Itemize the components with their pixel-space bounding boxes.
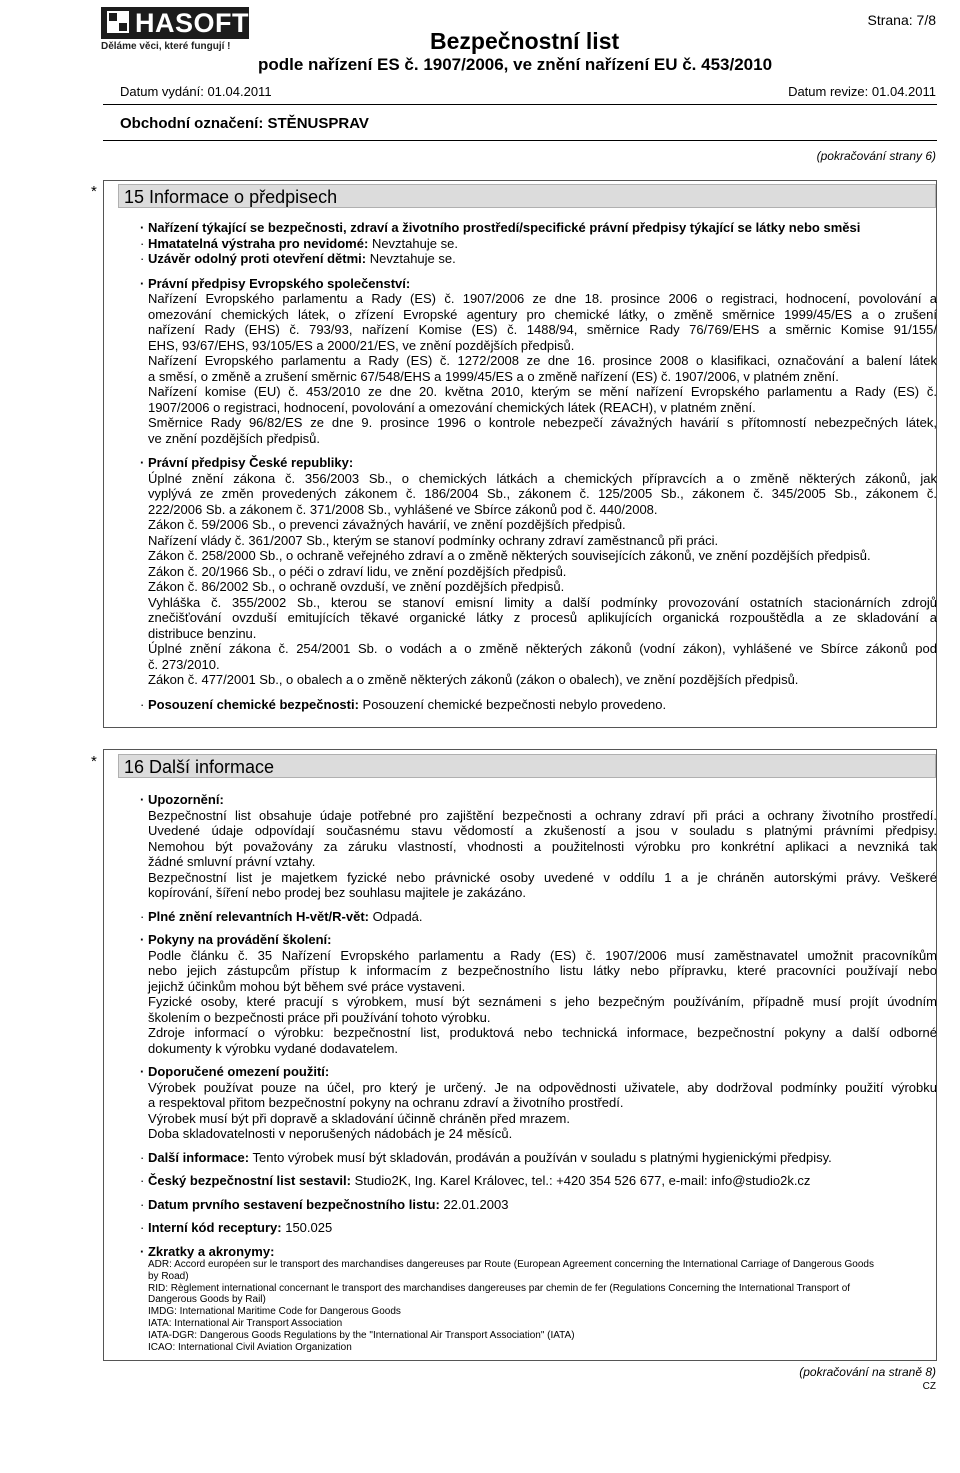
use-restriction-text [140, 1080, 937, 1142]
section-15-content [140, 220, 937, 712]
recipe-code [140, 1220, 937, 1236]
eu-regulations-text [140, 291, 937, 446]
section-16-heading: 16 Další informace [118, 754, 936, 778]
cz-line: Zákon č. 86/2002 Sb., o ochraně ovzduší, ve znění pozdějších předpisů. [148, 579, 565, 594]
further-info [140, 1150, 937, 1166]
training-line: nebo jejich zástupcům přístup k informacím z bezpečnostního listu látky nebo přípravku, které pracovníci používají nebo [148, 963, 937, 978]
child-closure [140, 251, 937, 267]
issue-date-label: Datum vydání: [120, 84, 204, 99]
training-line: dokumenty k výrobku vydané dodavatelem. [148, 1040, 399, 1056]
sheet-author [140, 1173, 937, 1189]
h-phrases [140, 909, 937, 925]
cz-regulations-label: · Právní předpisy České republiky: [140, 455, 937, 471]
eu-line: nařízení Rady (EHS) č. 793/93, nařízení Komise (ES) č. 1488/94, směrnice Rady 76/769/EHS a směrnic Komise 91/155/ [148, 322, 937, 337]
cz-line: vyplývá ze změn provedených zákonem č. 186/2004 Sb., zákonem č. 125/2005 Sb., zákonem č. 345/2005 Sb., zákonem č. [148, 486, 937, 501]
cz-line: znečišťování ovzduší emitujících těkavé organické látky z procesů aplikujících organická rozpouštědla a ze skladování a [148, 610, 937, 625]
continued-from: (pokračování strany 6) [816, 149, 936, 163]
issue-date [120, 84, 272, 99]
logo-slogan: Děláme věci, které fungují ! [101, 41, 231, 52]
sheet-author-label: Český bezpečnostní list sestavil: [147, 1173, 351, 1188]
document-title: Bezpečnostní list [430, 28, 620, 54]
cz-line: Úplné znění zákona č. 356/2003 Sb., o chemických látkách a chemických přípravcích a o změně některých zákonů, jak [148, 470, 937, 486]
section-16-content [140, 792, 937, 1353]
cz-line: Zákon č. 477/2001 Sb., o obalech a o změně některých zákonů (zákon o obalech), ve znění pozdějších předpisů. [148, 672, 799, 687]
training-line: školením o bezpečnosti práce při používání tohoto výrobku. [148, 1009, 491, 1025]
revision-date-label: Datum revize: [788, 84, 869, 99]
regulation-intro: · Nařízení týkající se bezpečnosti, zdraví a životního prostředí/specifické právní předpisy týkající se látky nebo směsi [140, 220, 937, 236]
header-divider [103, 104, 937, 105]
cz-line: Vyhláška č. 355/2002 Sb., kterou se stanoví emisní limity a další podmínky provozování ostatních stacionárních zdrojů [148, 594, 937, 610]
change-marker: * [91, 183, 97, 200]
h-phrases-value: Odpadá. [372, 908, 423, 924]
recipe-code-label: Interní kód receptury: [147, 1220, 282, 1235]
training-line: Podle článku č. 35 Nařízení Evropského parlamentu a Rady (ES) č. 1907/2006 musí zaměstnavatel umožnit pracovníkům [148, 947, 937, 963]
trade-name-value: STĚNUSPRAV [267, 115, 369, 132]
use-line: a respektoval přitom bezpečnostní pokyny na ochranu zdraví a životního prostředí. [148, 1095, 624, 1110]
section-15-heading: 15 Informace o předpisech [118, 184, 936, 208]
abbreviation-line: IATA-DGR: Dangerous Goods Regulations by the "International Air Transport Association" (IATA) [148, 1329, 575, 1341]
eu-regulations-label: · Právní předpisy Evropského společenství: [140, 276, 937, 292]
eu-line: omezování chemických látek, o zřízení Evropské agentury pro chemické látky, o změně směrnice 1999/45/ES a o zrušení [148, 306, 937, 322]
eu-line: a směsí, o změně a zrušení směrnic 67/548/EHS a 1999/45/ES a o změně nařízení (ES) č. 1907/2006, v platném znění. [148, 368, 839, 384]
cz-line: Zákon č. 20/1966 Sb., o péči o zdraví lidu, ve znění pozdějších předpisů. [148, 563, 567, 579]
cz-line: Úplné znění zákona č. 254/2001 Sb. o vodách a o změně některých zákonů (vodní zákon), vyhlášené ve Sbírce zákonů pod [148, 641, 937, 656]
cz-line: č. 273/2010. [148, 656, 220, 672]
tactile-warning [140, 236, 937, 252]
abbreviations-label: · Zkratky a akronymy: [140, 1244, 937, 1260]
further-info-label: Další informace: [147, 1149, 250, 1165]
eu-line: Směrnice Rady 96/82/ES ze dne 9. prosince 1996 o kontrole nebezpečí závažných havárií s přítomností nebezpečných látek, [148, 415, 937, 430]
trade-divider [103, 140, 937, 141]
document-subtitle: podle nařízení ES č. 1907/2006, ve znění nařízení EU č. 453/2010 [258, 55, 773, 74]
further-info-value: Tento výrobek musí být skladován, prodáván a používán v souladu s platnými hygienickými předpisy. [252, 1149, 832, 1165]
chemical-safety-label: Posouzení chemické bezpečnosti: [147, 696, 359, 712]
change-marker: * [91, 753, 97, 770]
warning-line: Uvedené údaje odpovídají současnému stavu vědomostí a zkušeností a jsou v souladu s platnými právními předpisy. [148, 823, 937, 838]
training-line: jejichž účinkům mohou být během své práce vystaveni. [148, 978, 466, 994]
trade-name [120, 115, 369, 132]
cz-regulations-text [140, 471, 937, 688]
warning-line: žádné smluvní právní vztahy. [148, 854, 316, 869]
warning-line: Nemohou být považovány za záruku vlastností, vhodnosti a použitelnosti výrobku pro konkrétní aplikaci a nevzniká tak [148, 838, 937, 854]
trade-name-label: Obchodní označení: [120, 115, 264, 132]
warning-text [140, 808, 937, 901]
abbreviation-line: Dangerous Goods by Rail) [148, 1294, 266, 1306]
tactile-warning-label: Hmatatelná výstraha pro nevidomé: [147, 235, 369, 251]
warning-line: Bezpečnostní list je majetkem fyzické nebo právnické osoby uvedené v oddílu 1 a je chráněn autorskými právy. Veškeré [148, 869, 937, 885]
tactile-warning-value: Nevztahuje se. [371, 235, 458, 251]
eu-line: ve znění pozdějších předpisů. [148, 430, 320, 446]
chemical-safety-value: Posouzení chemické bezpečnosti nebylo provedeno. [362, 696, 667, 712]
abbreviations-list [140, 1259, 937, 1353]
country-code: CZ [922, 1381, 936, 1392]
cz-line: Zákon č. 59/2006 Sb., o prevenci závažných havárií, ve znění pozdějších předpisů. [148, 517, 626, 532]
first-issue-date [140, 1197, 937, 1213]
continued-on: (pokračování na straně 8) [799, 1365, 936, 1379]
cz-line: 222/2006 Sb. a zákonem č. 371/2008 Sb., vyhlášené ve Sbírce zákonů pod č. 440/2008. [148, 501, 658, 517]
first-issue-date-label: Datum prvního sestavení bezpečnostního listu: [147, 1196, 440, 1212]
training-text [140, 948, 937, 1057]
abbreviation-line: RID: Règlement international concernant le transport des marchandises dangereuses par chemin de fer (Regulations Concerning the International Transport of [148, 1282, 851, 1294]
cz-line: distribuce benzinu. [148, 625, 257, 641]
training-label: · Pokyny na provádění školení: [140, 932, 937, 948]
h-phrases-label: Plné znění relevantních H-vět/R-vět: [147, 908, 370, 924]
warning-label: · Upozornění: [140, 792, 937, 808]
abbreviation-line: by Road) [148, 1270, 189, 1282]
use-line: Doba skladovatelnosti v neporušených nádobách je 24 měsíců. [148, 1126, 513, 1141]
child-closure-value: Nevztahuje se. [369, 251, 456, 266]
eu-line: EHS, 93/67/EHS, 93/105/ES a 2000/21/ES, ve znění pozdějších předpisů. [148, 337, 575, 353]
use-restriction-label: · Doporučené omezení použití: [140, 1064, 937, 1080]
first-issue-date-value: 22.01.2003 [443, 1196, 509, 1212]
abbreviation-line: ICAO: International Civil Aviation Organization [148, 1341, 352, 1353]
revision-date [788, 84, 936, 99]
use-line: Výrobek musí být při dopravě a skladování účinně chráněn před mrazem. [148, 1110, 570, 1126]
chemical-safety-assessment [140, 697, 937, 713]
abbreviation-line: IMDG: International Maritime Code for Dangerous Goods [148, 1306, 401, 1318]
eu-line: Nařízení komise (EU) č. 453/2010 ze dne 20. května 2010, kterým se mění nařízení Evropského parlamentu a Rady (ES) č. [148, 384, 937, 399]
eu-line: 1907/2006 o registraci, hodnocení, povolování a omezování chemických látek (REACH), v platném znění. [148, 399, 756, 415]
training-line: Zdroje informací o výrobku: bezpečnostní list, produktová nebo technická informace, bezpečnostní pokyny a další odborné [148, 1025, 937, 1040]
abbreviation-line: IATA: International Air Transport Association [148, 1317, 343, 1329]
eu-line: Nařízení Evropského parlamentu a Rady (ES) č. 1907/2006 ze dne 18. prosince 2006 o registraci, hodnocení, povolování a [148, 291, 937, 306]
use-line: Výrobek používat pouze na účel, pro který je určený. Je na odpovědnosti uživatele, aby dodržoval podmínky použití výrobku [148, 1079, 937, 1095]
page-number: Strana: 7/8 [867, 12, 936, 28]
logo-text: HASOFT [135, 8, 249, 38]
abbreviation-line: ADR: Accord européen sur le transport des marchandises dangereuses par Route (European Agreement concerning the International Carriage of Dangerous Goods [148, 1259, 874, 1270]
issue-date-value: 01.04.2011 [207, 84, 272, 99]
cz-line: Nařízení vlády č. 361/2007 Sb., kterým se stanoví podmínky ochrany zdraví zaměstnanců při práci. [148, 532, 719, 548]
eu-line: Nařízení Evropského parlamentu a Rady (ES) č. 1272/2008 ze dne 16. prosince 2008 o klasifikaci, označování a balení látek [148, 353, 937, 368]
warning-line: Bezpečnostní list obsahuje údaje potřebné pro zajištění bezpečnosti a ochrany zdraví při práci a ochrany životního prostředí. [148, 807, 937, 823]
revision-date-value: 01.04.2011 [871, 84, 936, 99]
recipe-code-value: 150.025 [285, 1220, 333, 1235]
child-closure-label: Uzávěr odolný proti otevření dětmi: [147, 251, 367, 266]
logo-mark-icon [107, 11, 129, 33]
warning-line: kopírování, šíření nebo prodej bez souhlasu majitele je zakázáno. [148, 885, 526, 900]
cz-line: Zákon č. 258/2000 Sb., o ochraně veřejného zdraví a o změně některých souvisejících zákonů, ve znění pozdějších předpisů. [148, 548, 871, 563]
sheet-author-value: Studio2K, Ing. Karel Královec, tel.: +420 354 526 677, e-mail: info@studio2k.cz [354, 1173, 811, 1188]
training-line: Fyzické osoby, které pracují s výrobkem, musí být seznámeni s jeho bezpečným používáním, případně musí projít úvodním [148, 994, 937, 1009]
